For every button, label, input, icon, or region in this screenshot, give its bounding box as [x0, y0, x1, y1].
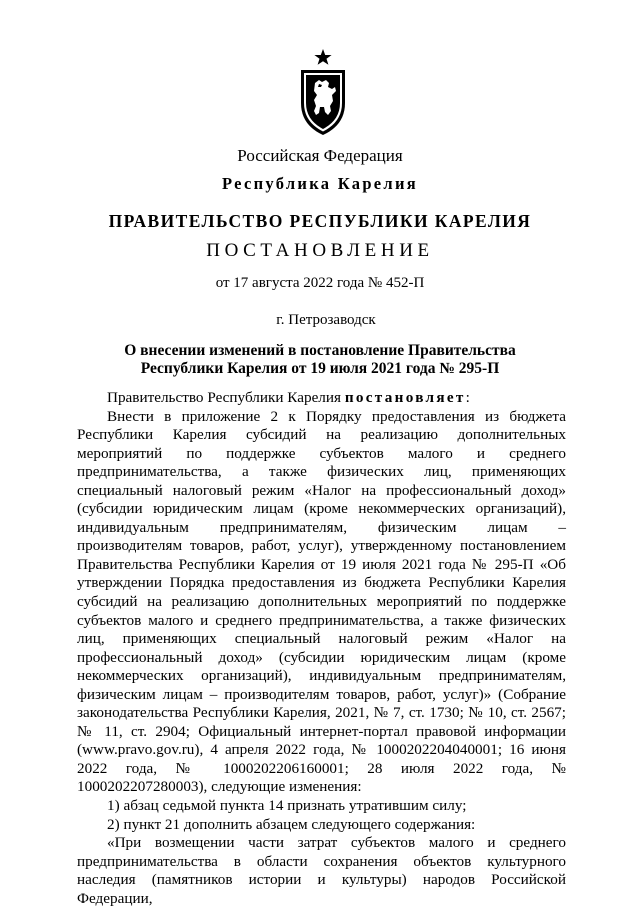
republic-title: Республика Карелия — [221, 174, 419, 193]
document-type: ПОСТАНОВЛЕНИЕ — [206, 240, 434, 261]
subject-line-1: О внесении изменений в постановление Правительства — [124, 342, 516, 359]
document-subject — [0, 342, 640, 378]
intro-suffix: : — [465, 389, 470, 406]
city: г. Петрозаводск — [276, 312, 376, 328]
government-title: ПРАВИТЕЛЬСТВО РЕСПУБЛИКИ КАРЕЛИЯ — [108, 211, 532, 231]
karelia-coat-of-arms-icon — [298, 49, 348, 137]
document-body — [77, 389, 566, 908]
intro-prefix: Правительство Республики Карелия — [107, 389, 345, 406]
subject-line-2: Республики Карелия от 19 июля 2021 года № 295-П — [140, 360, 500, 377]
federation-title: Российская Федерация — [237, 146, 403, 165]
main-paragraph: Внести в приложение 2 к Порядку предоставления из бюджета Республики Карелия субсидий на реализацию дополнительных мероприятий по поддержке субъектов малого и среднего предпринимательства, а также физических лиц, применяющих специальный налоговый режим «Налог на профессиональный доход» (субсидии юридическим лицам (кроме некоммерческих организаций), индивидуальным предпринимателям, физическим лицам – производителям товаров, работ, услуг), утвержденному постановлением Правительства Республики Карелия от 19 июля 2021 года № 295-П «Об утверждении Порядка предоставления из бюджета Республики Карелия субсидий на реализацию дополнительных мероприятий по поддержке субъектов малого и среднего предпринимательства, а также физических лиц, применяющих специальный налоговый режим «Налог на профессиональный доход» (субсидии юридическим лицам (кроме некоммерческих организаций), индивидуальным предпринимателям, физическим лицам – производителям товаров, работ, услуг)» (Собрание законодательства Республики Карелия, 2021, № 7, ст. 1730; № 10, ст. 2567; № 11, ст. 2904; Официальный интернет-портал правовой информации (www.pravo.gov.ru), 4 апреля 2022 года, № 1000202204040001; 16 июня 2022 года, № 1000202206160001; 28 июля 2022 года, № 1000202207280003), следующие изменения: — [77, 407, 566, 796]
intro-paragraph — [77, 389, 566, 408]
quoted-paragraph: «При возмещении части затрат субъектов малого и среднего предпринимательства в области сохранения объектов культурного наследия (памятников истории и культуры) народов Российской Федерации, — [77, 834, 566, 907]
item-2: 2) пункт 21 дополнить абзацем следующего содержания: — [107, 815, 476, 833]
intro-verb: постановляет — [344, 389, 466, 406]
item-1: 1) абзац седьмой пункта 14 признать утратившим силу; — [107, 797, 467, 815]
date-and-number: от 17 августа 2022 года № 452-П — [215, 275, 425, 291]
